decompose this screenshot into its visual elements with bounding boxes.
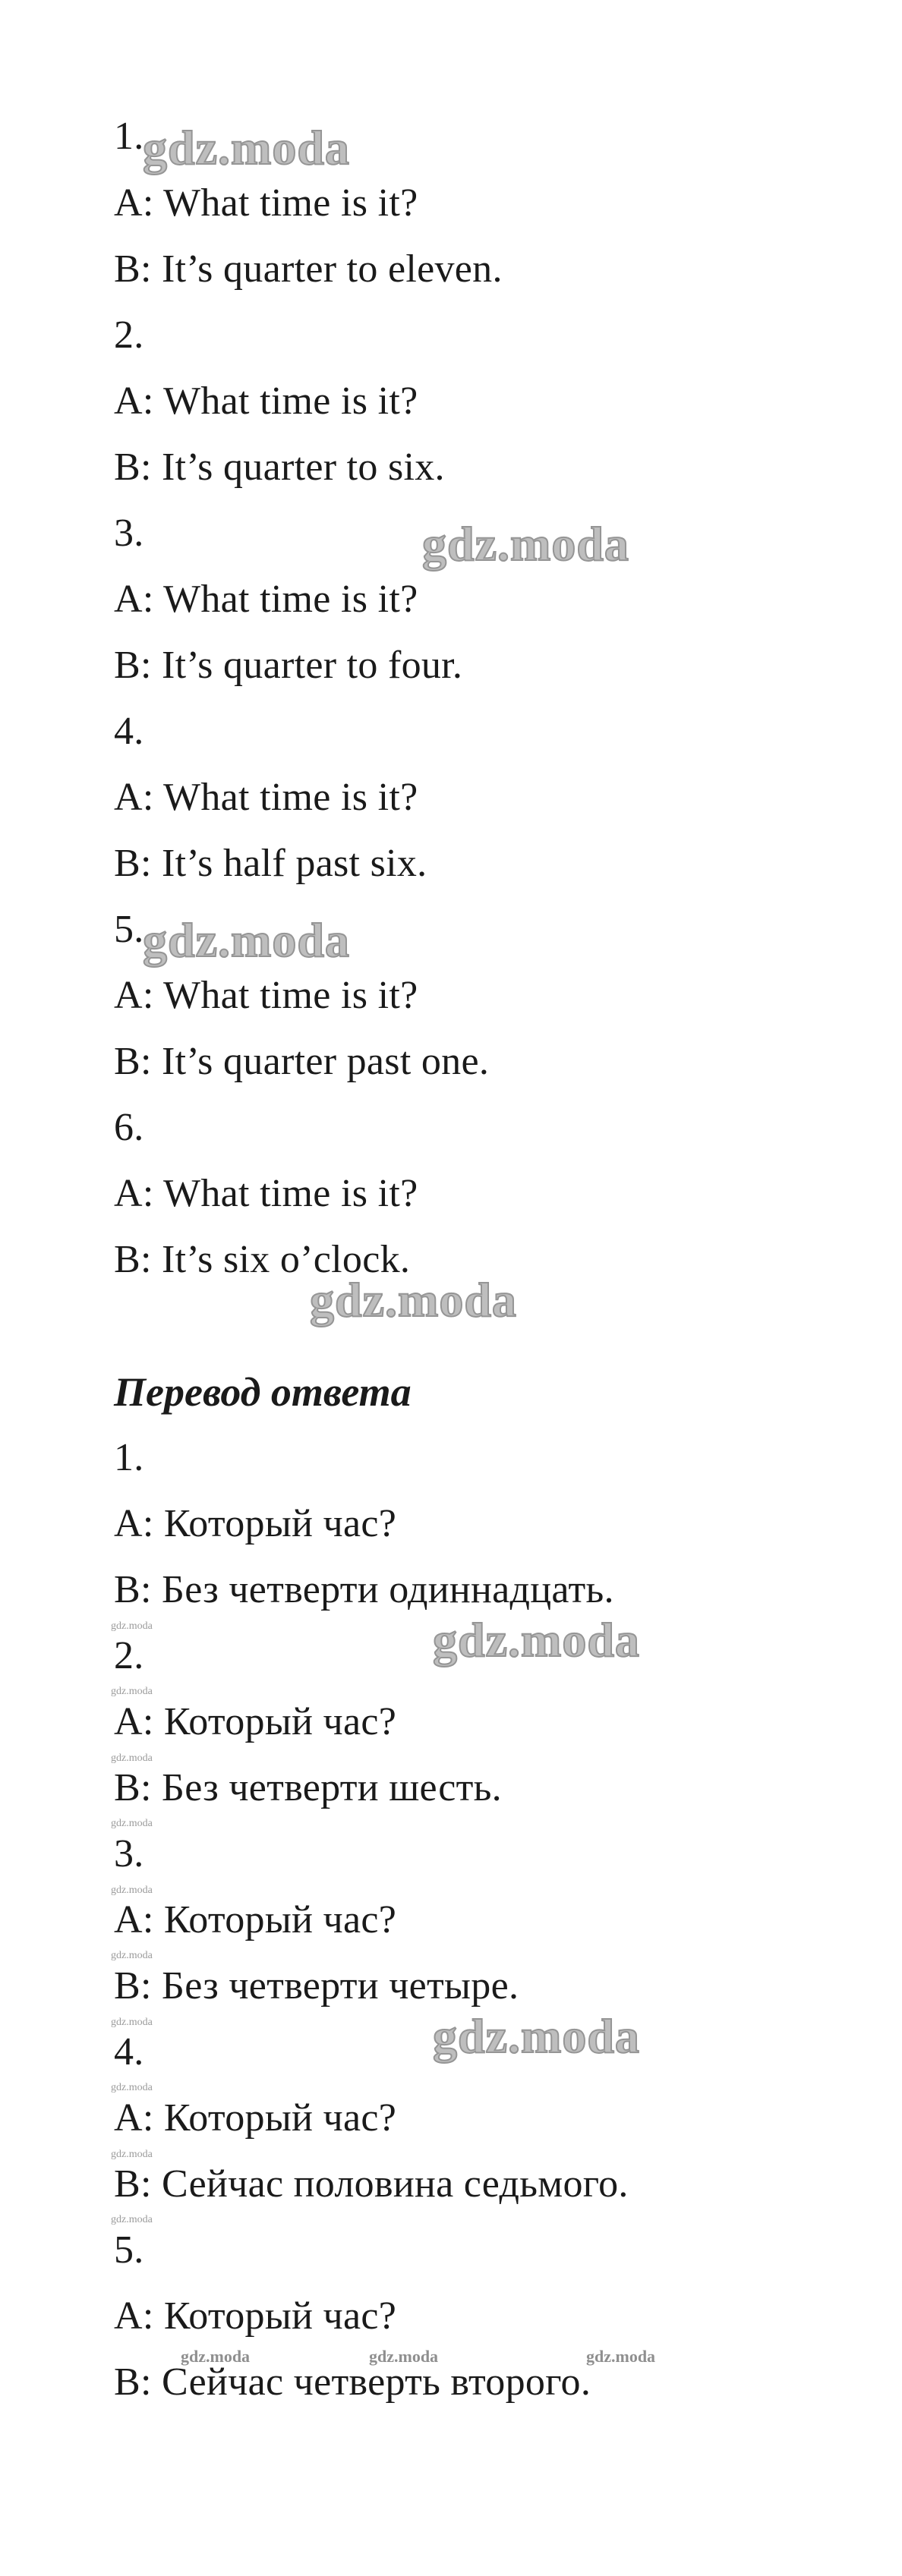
watermark-small: gdz.moda [111,2082,153,2093]
answer-line: B: It’s half past six. [114,842,427,885]
watermark-small: gdz.moda [111,2149,153,2160]
question-line: A: What time is it? [114,776,418,819]
question-line: A: What time is it? [114,974,418,1017]
item-number: 5. [114,2228,144,2272]
watermark-logo: gdz.moda [143,913,350,967]
item-number: 5. [114,908,144,951]
item-number: 4. [114,710,144,753]
item-number: 4. [114,2030,144,2074]
watermark-small: gdz.moda [111,1686,153,1697]
watermark-small: gdz.moda [111,1818,153,1829]
watermark-medium: gdz.moda [181,2347,251,2366]
watermark-medium: gdz.moda [369,2347,439,2366]
watermark-small: gdz.moda [111,1885,153,1896]
watermark-logo: gdz.moda [143,121,350,175]
answer-line: B: Сейчас половина седьмого. [114,2162,629,2206]
item-number: 2. [114,313,144,357]
watermark-small: gdz.moda [111,2017,153,2028]
question-line: A: Который час? [114,1502,397,1545]
watermark-small: gdz.moda [111,1752,153,1764]
question-line: A: What time is it? [114,181,418,225]
watermark-small: gdz.moda [111,1620,153,1632]
translation-heading: Перевод ответа [114,1369,412,1415]
answer-line: B: It’s six o’clock. [114,1238,411,1281]
question-line: A: What time is it? [114,578,418,621]
answer-line: B: It’s quarter to four. [114,644,463,687]
question-line: A: What time is it? [114,379,418,423]
watermark-small: gdz.moda [111,1950,153,1961]
question-line: A: What time is it? [114,1172,418,1215]
question-line: A: Который час? [114,2096,397,2140]
question-line: A: Который час? [114,1700,397,1743]
item-number: 1. [114,1436,144,1479]
watermark-logo: gdz.moda [310,1273,517,1327]
answer-line: B: Без четверти одиннадцать. [114,1568,614,1611]
watermark-logo: gdz.moda [433,2009,640,2063]
watermark-logo: gdz.moda [433,1613,640,1667]
question-line: A: Который час? [114,2294,397,2338]
answer-line: B: It’s quarter past one. [114,1040,490,1083]
answer-line: B: Без четверти четыре. [114,1964,519,2008]
item-number: 3. [114,1832,144,1875]
answer-line: B: It’s quarter to eleven. [114,247,503,291]
item-number: 2. [114,1634,144,1677]
answer-line: B: Без четверти шесть. [114,1766,502,1809]
answer-line: B: Сейчас четверть второго. [114,2360,591,2404]
watermark-small: gdz.moda [111,2214,153,2225]
item-number: 6. [114,1106,144,1149]
watermark-logo: gdz.moda [422,517,629,571]
answer-line: B: It’s quarter to six. [114,446,445,489]
watermark-medium: gdz.moda [586,2347,656,2366]
item-number: 3. [114,512,144,555]
question-line: A: Который час? [114,1898,397,1941]
item-number: 1. [114,115,144,158]
